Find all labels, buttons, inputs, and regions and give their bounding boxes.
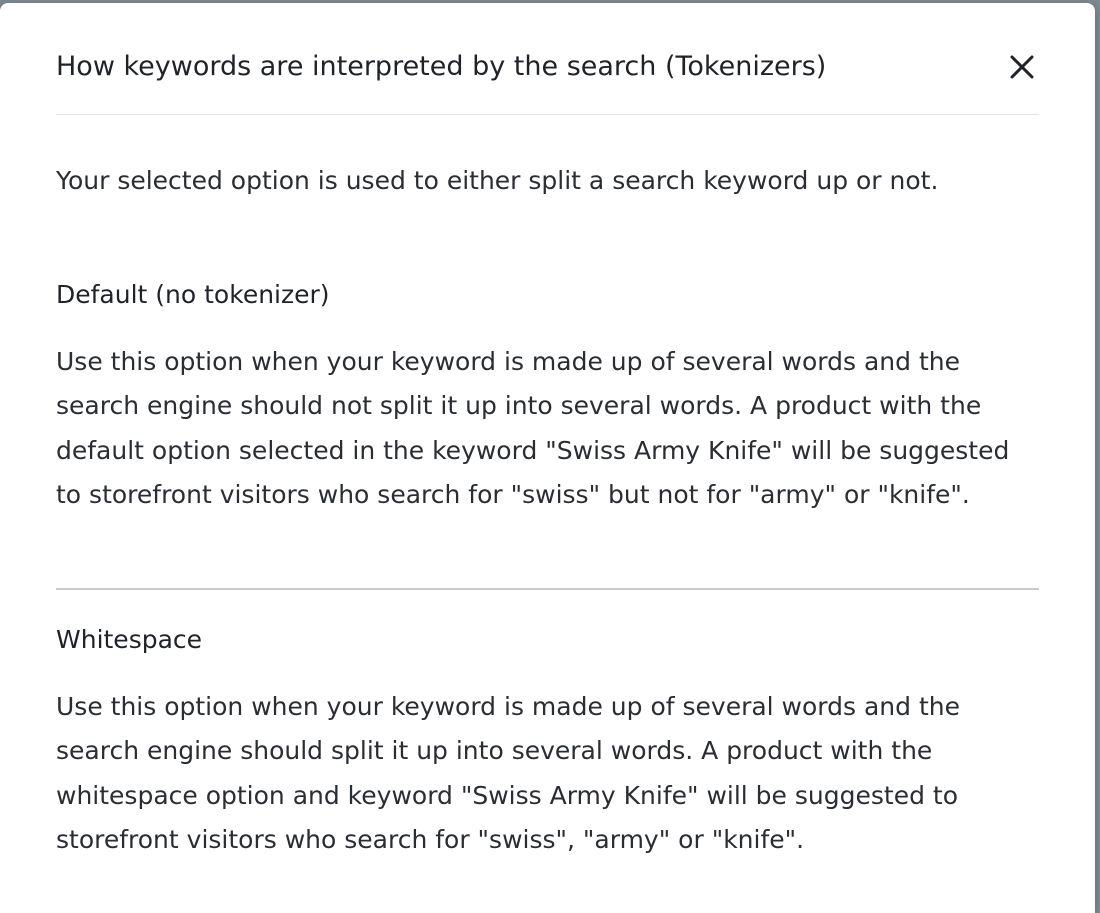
close-icon: [1005, 50, 1039, 84]
tokenizer-info-modal: [0, 3, 1095, 913]
section-heading-whitespace: Whitespace: [56, 625, 203, 654]
intro-text: Your selected option is used to either split a search keyword up or not.: [56, 166, 939, 195]
section-text-default: Use this option when your keyword is made up of several words and the search engine should not split it up into several words. A product with the default option selected in the keyword "Swiss Army Knife" will be suggested to storefront visitors who search for "swiss" but not for "army" or "knife".: [56, 347, 1010, 509]
section-divider: [56, 588, 1039, 590]
modal-title: How keywords are interpreted by the search (Tokenizers): [56, 51, 827, 82]
close-button[interactable]: [1005, 50, 1039, 84]
section-text-whitespace: Use this option when your keyword is made up of several words and the search engine should split it up into several words. A product with the whitespace option and keyword "Swiss Army Knife" will be suggested to storefront visitors who search for "swiss", "army" or "knife".: [56, 692, 960, 854]
section-heading-default: Default (no tokenizer): [56, 280, 330, 309]
modal-header: [56, 3, 1039, 115]
